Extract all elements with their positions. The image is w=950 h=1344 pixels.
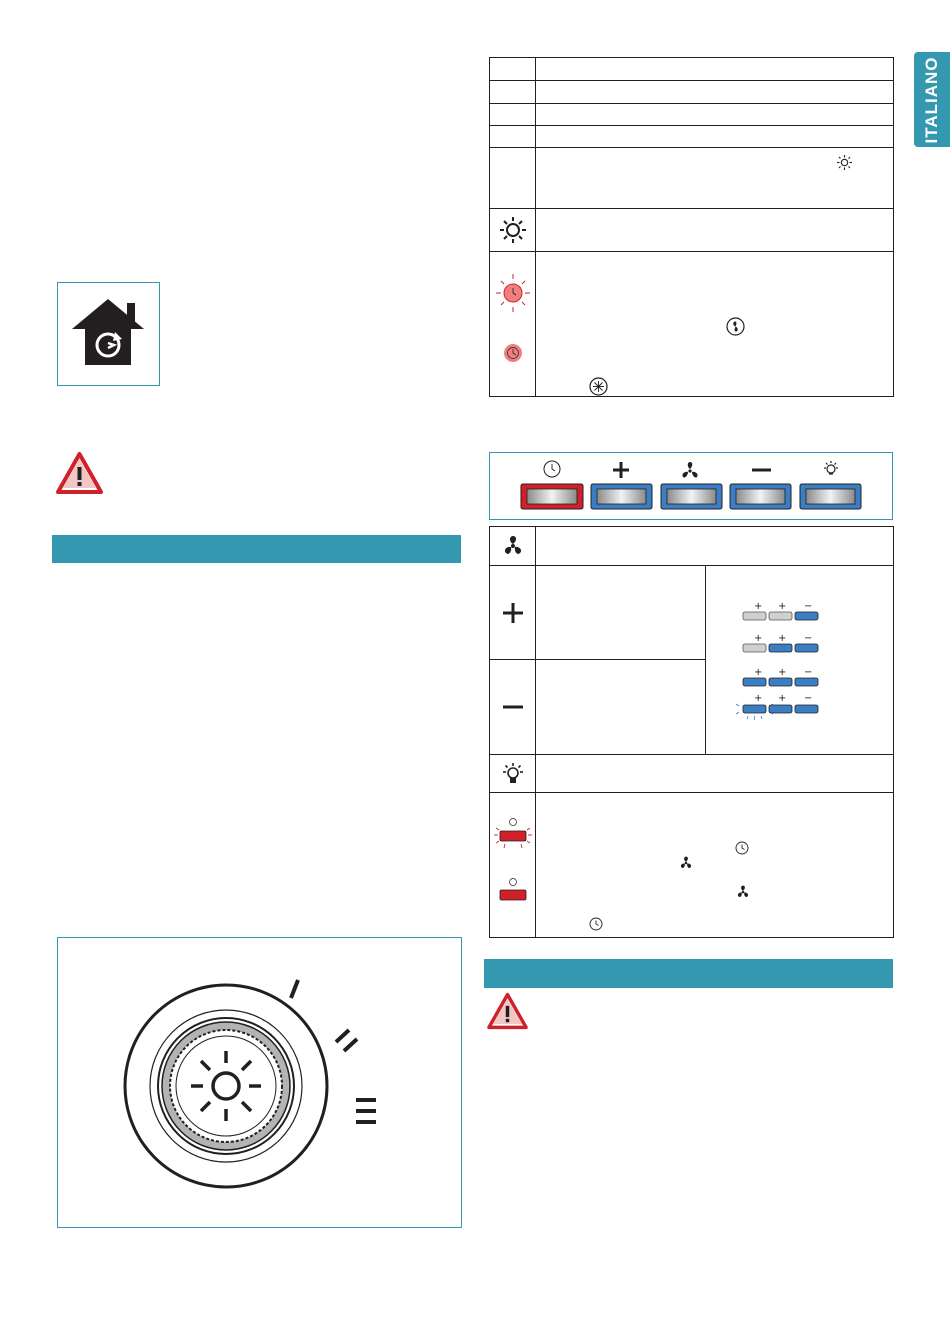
- speed-row-1: [743, 601, 818, 620]
- svg-text:+: +: [778, 633, 787, 644]
- speed-row-4: [736, 693, 818, 720]
- speed-indicator-cell: [706, 566, 894, 755]
- minus-icon: [502, 696, 524, 718]
- warning-triangle-icon: [486, 992, 529, 1030]
- speed-mark-2: [336, 1030, 357, 1051]
- table-cell: [490, 793, 536, 938]
- control-panel-frame: [489, 452, 893, 520]
- speed-row-3: [743, 667, 818, 686]
- svg-text:+: +: [754, 601, 763, 612]
- knob-figure-frame: [57, 937, 462, 1228]
- minus-button[interactable]: [730, 470, 791, 509]
- sun-small-icon: [836, 154, 853, 171]
- table-cell: [536, 104, 894, 126]
- svg-text:−: −: [804, 667, 813, 678]
- table-cell: [490, 104, 536, 126]
- home-recycle-icon: [58, 283, 158, 383]
- table-cell: [490, 527, 536, 566]
- svg-text:+: +: [778, 667, 787, 678]
- controls-table: [489, 526, 894, 938]
- svg-text:+: +: [778, 601, 787, 612]
- bulb-icon: [501, 762, 525, 786]
- table-cell: [490, 755, 536, 793]
- table-cell: [536, 566, 706, 660]
- table-cell: [536, 660, 706, 755]
- table-cell: [490, 252, 536, 397]
- table-cell: [490, 148, 536, 209]
- table-cell: [490, 660, 536, 755]
- speed-mark-3: [356, 1100, 376, 1122]
- table-cell: [536, 527, 894, 566]
- table-cell: [536, 81, 894, 104]
- fan-icon: [679, 856, 693, 870]
- table-cell: [536, 126, 894, 148]
- fan-circle-icon: [726, 317, 745, 336]
- control-panel: [490, 453, 891, 518]
- fan-icon: [736, 885, 750, 899]
- table-cell: [490, 126, 536, 148]
- table-cell: [490, 58, 536, 81]
- warning-triangle-icon: [55, 451, 104, 495]
- svg-text:−: −: [804, 693, 813, 704]
- table-cell: [536, 755, 894, 793]
- table-cell: [536, 252, 894, 397]
- svg-text:+: +: [754, 693, 763, 704]
- section-header-bar: [52, 535, 461, 563]
- language-label: ITALIANO: [922, 55, 941, 144]
- reset-circle-icon: [589, 377, 608, 396]
- speed-row-2: [743, 633, 818, 652]
- section-header-bar: [484, 959, 893, 988]
- svg-text:+: +: [754, 667, 763, 678]
- table-cell: [536, 209, 894, 252]
- speed-indicator-diagram: [706, 566, 894, 754]
- table-cell: [490, 566, 536, 660]
- timer-clock-icon: [589, 917, 603, 931]
- timer-button[interactable]: [521, 461, 583, 509]
- plus-button[interactable]: [591, 462, 652, 509]
- svg-text:+: +: [778, 693, 787, 704]
- fan-icon: [682, 462, 697, 478]
- table-cell: [536, 793, 894, 938]
- table-cell: [536, 58, 894, 81]
- plus-icon: [502, 602, 524, 624]
- bulb-icon: [824, 461, 838, 474]
- timer-led-states-icon: [491, 815, 535, 915]
- blinking-timer-led-icon: [493, 269, 533, 379]
- speed-mark-1: [291, 980, 298, 998]
- light-button[interactable]: [800, 461, 861, 509]
- table-cell: [490, 81, 536, 104]
- recycle-mode-icon-box: [57, 282, 160, 386]
- svg-text:−: −: [804, 601, 813, 612]
- knob-diagram: [58, 938, 460, 1226]
- svg-text:−: −: [804, 633, 813, 644]
- language-tab: [914, 52, 950, 147]
- sun-light-icon: [498, 215, 528, 245]
- table-cell: [490, 209, 536, 252]
- fan-icon: [502, 535, 524, 557]
- indicator-table: [489, 57, 894, 397]
- svg-text:+: +: [754, 633, 763, 644]
- timer-clock-icon: [735, 841, 749, 855]
- fan-button[interactable]: [661, 462, 722, 509]
